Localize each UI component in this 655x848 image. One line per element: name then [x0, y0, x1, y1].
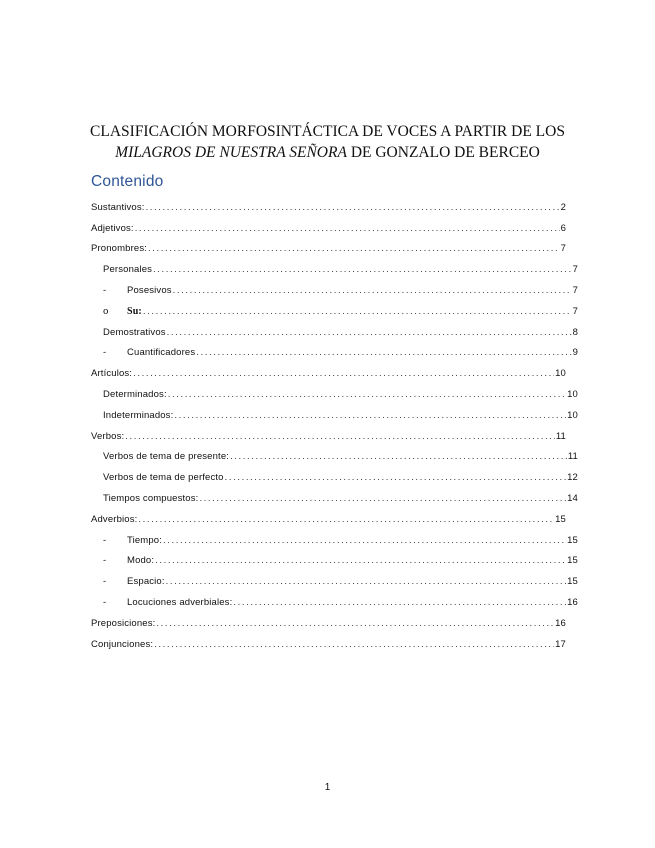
toc-entry-label: Conjunciones: — [91, 638, 154, 650]
toc-leader — [233, 597, 566, 608]
toc-leader — [146, 202, 560, 213]
toc-entry-label: Personales — [103, 264, 153, 276]
toc-leader — [230, 451, 567, 462]
toc-entry-verbos-tema-perfecto[interactable] — [91, 462, 578, 484]
title-rest-part: DE GONZALO DE BERCEO — [346, 144, 540, 161]
toc-heading: Contenido — [91, 173, 164, 190]
dash-bullet: - — [103, 596, 107, 608]
toc-leader — [138, 514, 554, 525]
toc-page-number: 10 — [567, 388, 578, 400]
toc-leader — [133, 368, 554, 379]
toc-page-number: 11 — [555, 430, 566, 442]
toc-entry-verbos[interactable] — [91, 421, 566, 442]
page-number-footer: 1 — [324, 782, 331, 793]
toc-page-number: 7 — [572, 264, 578, 276]
toc-entry-espacio[interactable] — [91, 566, 578, 588]
toc-leader — [156, 618, 554, 629]
toc-entry-modo[interactable] — [91, 546, 578, 567]
toc-entry-sustantivos[interactable] — [91, 192, 566, 213]
toc-entry-label: Sustantivos: — [91, 201, 145, 213]
dash-bullet: - — [103, 534, 107, 546]
toc-page-number: 15 — [567, 576, 578, 588]
toc-entry-locuciones-adverbiales[interactable] — [91, 587, 578, 608]
toc-page-number: 15 — [567, 534, 578, 546]
toc-entry-label: Demostrativos — [103, 326, 166, 338]
toc-entry-tiempos-compuestos[interactable] — [91, 483, 578, 504]
toc-page-number: 11 — [567, 451, 578, 463]
toc-page-number: 7 — [572, 284, 578, 296]
toc-page-number: 12 — [567, 472, 578, 484]
toc-page-number: 14 — [567, 492, 578, 504]
toc-leader — [225, 472, 567, 483]
toc-page-number: 10 — [555, 368, 566, 380]
dash-bullet: - — [103, 555, 107, 567]
toc-entry-determinados[interactable] — [91, 379, 578, 400]
toc-page-number: 10 — [567, 409, 578, 421]
toc-entry-label: Verbos: — [91, 430, 125, 442]
toc-entry-label: Tiempos compuestos: — [103, 492, 199, 504]
title-line-1: CLASIFICACIÓN MORFOSINTÁCTICA DE VOCES A PARTIR DE LOS — [90, 123, 565, 140]
dash-bullet: - — [103, 284, 107, 296]
toc-leader — [174, 410, 566, 421]
toc-entry-personales[interactable] — [91, 254, 578, 276]
toc-leader — [125, 431, 555, 442]
toc-page-number: 17 — [555, 638, 566, 650]
toc-entry-label: Modo: — [127, 555, 155, 567]
dash-bullet: - — [103, 347, 107, 359]
toc-entry-pronombres[interactable] — [91, 234, 566, 255]
toc-leader — [166, 576, 566, 587]
toc-leader — [167, 327, 572, 338]
toc-entry-label: Posesivos — [127, 284, 172, 296]
toc-leader — [163, 535, 566, 546]
toc-page-number: 16 — [555, 617, 566, 629]
toc-page-number: 8 — [572, 326, 578, 338]
toc-entry-adverbios[interactable] — [91, 504, 566, 525]
toc-entry-cuantificadores[interactable] — [91, 338, 578, 359]
toc-page-number: 2 — [560, 201, 566, 213]
toc-entry-label: Su: — [127, 305, 142, 317]
toc-page-number: 16 — [567, 596, 578, 608]
toc-leader — [154, 639, 554, 650]
table-of-contents — [91, 192, 578, 650]
toc-entry-label: Locuciones adverbiales: — [127, 596, 233, 608]
title-italic-part: MILAGROS DE NUESTRA SEÑORA — [115, 144, 347, 161]
toc-page-number: 15 — [567, 555, 578, 567]
toc-leader — [135, 223, 560, 234]
toc-entry-verbos-tema-presente[interactable] — [91, 442, 578, 463]
toc-entry-label: Artículos: — [91, 368, 133, 380]
toc-entry-label: Adjetivos: — [91, 222, 134, 234]
toc-entry-label: Verbos de tema de presente: — [103, 451, 230, 463]
circle-bullet: o — [103, 306, 109, 317]
title-line-2 — [60, 142, 595, 163]
toc-page-number: 15 — [555, 513, 566, 525]
toc-entry-label: Verbos de tema de perfecto — [103, 472, 224, 484]
toc-page-number: 7 — [572, 305, 578, 317]
toc-entry-tiempo[interactable] — [91, 525, 578, 546]
toc-entry-demostrativos[interactable] — [91, 317, 578, 338]
toc-page-number: 7 — [560, 243, 566, 255]
document-title — [60, 121, 595, 163]
dash-bullet: - — [103, 576, 107, 588]
toc-entry-label: Cuantificadores — [127, 347, 196, 359]
toc-entry-preposiciones[interactable] — [91, 608, 566, 629]
toc-leader — [168, 389, 566, 400]
toc-leader — [199, 493, 566, 504]
toc-entry-label: Tiempo: — [127, 534, 163, 546]
toc-entry-label: Adverbios: — [91, 513, 138, 525]
toc-entry-label: Indeterminados: — [103, 409, 174, 421]
toc-entry-posesivos[interactable] — [91, 275, 578, 296]
toc-entry-label: Pronombres: — [91, 243, 148, 255]
toc-page-number: 6 — [560, 222, 566, 234]
toc-entry-conjunciones[interactable] — [91, 629, 566, 650]
toc-entry-articulos[interactable] — [91, 358, 566, 379]
toc-leader — [173, 285, 572, 296]
toc-entry-indeterminados[interactable] — [91, 400, 578, 421]
toc-leader — [153, 264, 572, 275]
toc-page-number: 9 — [572, 347, 578, 359]
toc-leader — [148, 243, 560, 254]
toc-entry-adjetivos[interactable] — [91, 213, 566, 234]
toc-entry-su[interactable] — [91, 296, 578, 317]
toc-entry-label: Determinados: — [103, 388, 167, 400]
toc-leader — [196, 347, 571, 358]
toc-entry-label: Espacio: — [127, 576, 165, 588]
toc-entry-label: Preposiciones: — [91, 617, 156, 629]
toc-leader — [155, 555, 566, 566]
toc-leader — [143, 306, 572, 317]
